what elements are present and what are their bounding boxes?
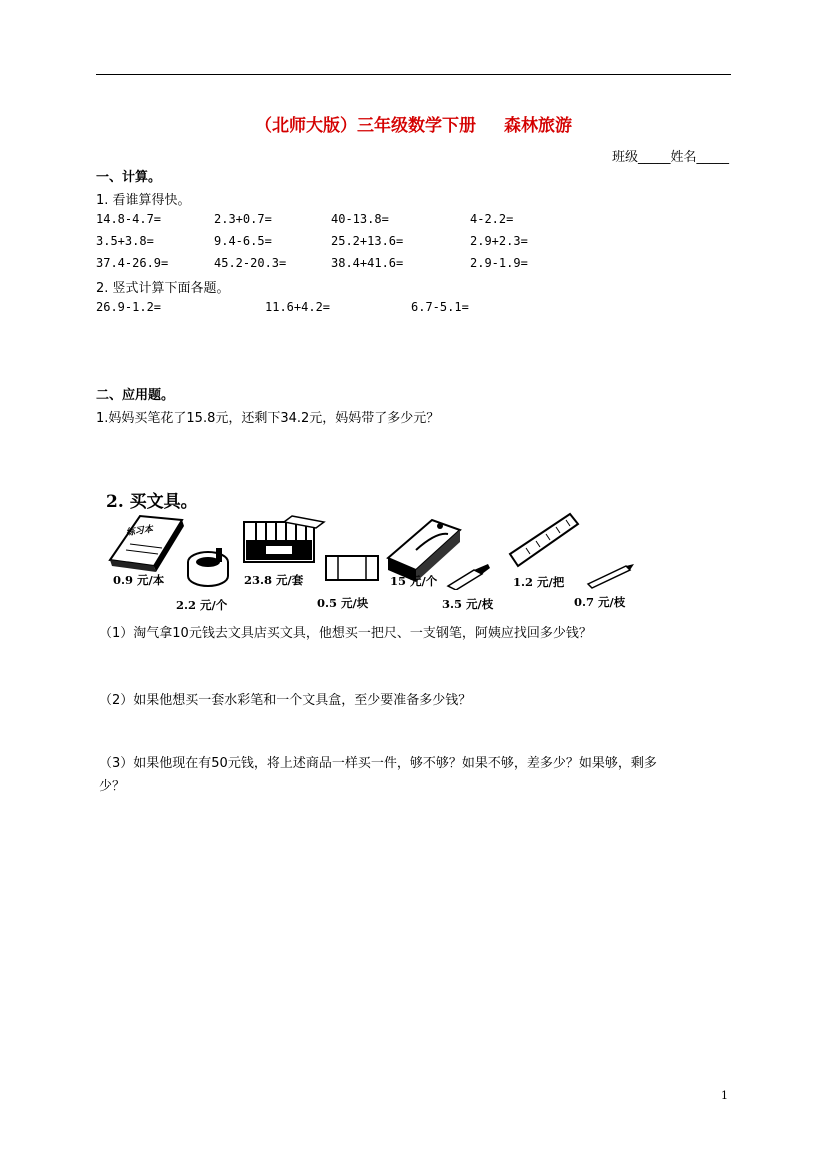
calc-cell: 2.3+0.7=	[214, 212, 272, 226]
price-eraser: 0.5 元/块	[317, 596, 369, 610]
calc-cell: 2.9+2.3=	[470, 234, 528, 248]
calc-cell: 2.9-1.9=	[470, 256, 528, 270]
calc-cell: 38.4+41.6=	[331, 256, 404, 270]
price-pencil-box: 15 元/个	[390, 574, 438, 588]
q2-label: 2. 竖式计算下面各题。	[96, 281, 230, 296]
vertical-calc: 6.7-5.1=	[411, 300, 469, 314]
stationery-illustration	[96, 510, 656, 590]
shop-title: 2. 买文具。	[106, 492, 198, 512]
sub-question-2: （2）如果他想买一套水彩笔和一个文具盒，至少要准备多少钱？	[99, 693, 472, 708]
vertical-calc: 11.6+4.2=	[265, 300, 331, 314]
calc-cell: 4-2.2=	[470, 212, 514, 226]
section2-heading: 二、应用题。	[96, 388, 175, 403]
calc-cell: 45.2-20.3=	[214, 256, 287, 270]
eraser-icon	[326, 556, 378, 580]
calc-cell: 25.2+13.6=	[331, 234, 404, 248]
sub-question-3: （3）如果他现在有50元钱，将上述商品一样买一件，够不够？如果不够，差多少？如果够，剩多	[99, 756, 657, 771]
notebook-icon	[110, 516, 184, 572]
word-problem-1: 1.妈妈买笔花了15.8元，还剩下34.2元，妈妈带了多少元？	[96, 411, 440, 426]
price-pencil: 0.7 元/枝	[574, 595, 626, 609]
calc-cell: 14.8-4.7=	[96, 212, 162, 226]
class-name-line: 班级_____姓名_____	[611, 150, 729, 165]
price-watercolor-pens: 23.8 元/套	[244, 573, 304, 587]
price-ruler: 1.2 元/把	[513, 575, 565, 589]
calc-cell: 40-13.8=	[331, 212, 389, 226]
pencil-icon	[588, 564, 634, 588]
page-number: 1	[721, 1089, 728, 1102]
calc-cell: 9.4-6.5=	[214, 234, 272, 248]
section1-heading: 一、计算。	[96, 170, 162, 185]
sub-question-1: （1）淘气拿10元钱去文具店买文具，他想买一把尺、一支钢笔，阿姨应找回多少钱？	[99, 626, 592, 641]
q1-label: 1. 看谁算得快。	[96, 193, 191, 208]
calc-cell: 3.5+3.8=	[96, 234, 154, 248]
price-sharpener: 2.2 元/个	[176, 598, 228, 612]
watercolor-pens-icon	[244, 516, 324, 562]
vertical-calc: 26.9-1.2=	[96, 300, 162, 314]
sharpener-icon	[188, 548, 228, 586]
calc-cell: 37.4-26.9=	[96, 256, 169, 270]
sub-question-3-cont: 少？	[99, 779, 126, 794]
fountain-pen-icon	[448, 564, 490, 590]
notebook-cover-label: 练习本	[125, 524, 154, 539]
title-lesson: 森林旅游	[504, 116, 572, 136]
title-main: （北师大版）三年级数学下册	[255, 116, 476, 136]
price-notebook: 0.9 元/本	[113, 573, 165, 587]
price-fountain-pen: 3.5 元/枝	[442, 597, 494, 611]
page-title	[0, 111, 827, 136]
ruler-icon	[510, 514, 578, 566]
top-rule	[96, 74, 731, 75]
